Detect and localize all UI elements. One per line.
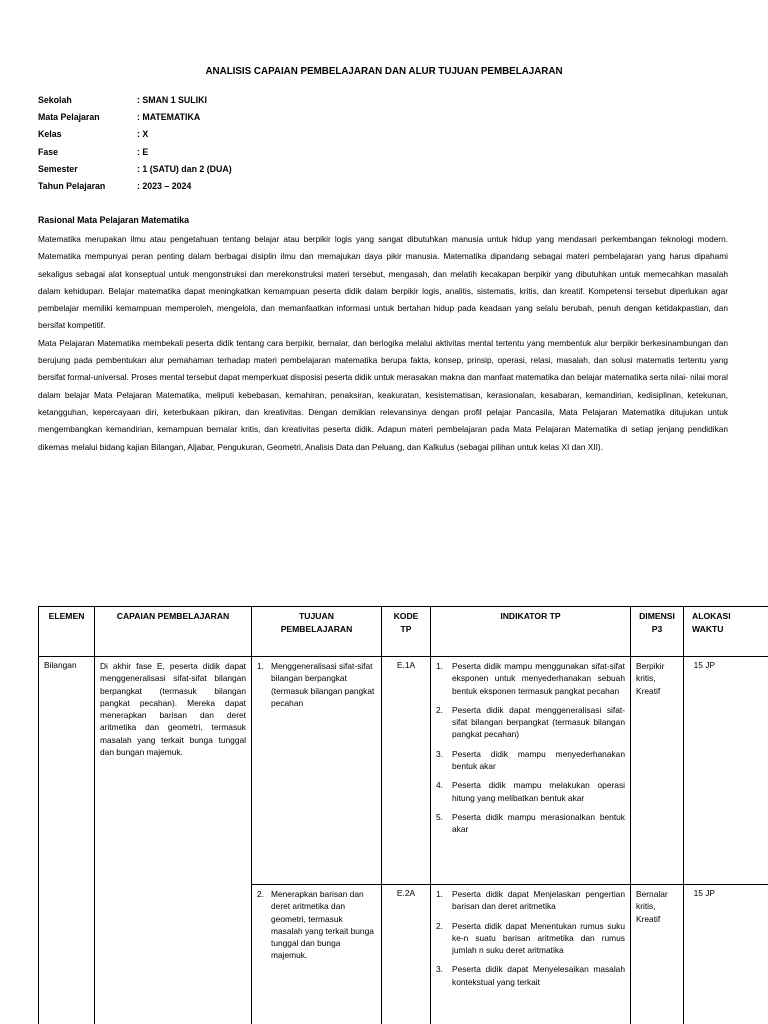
dimensi-cell: Berpikir kritis, Kreatif — [631, 657, 684, 885]
indikator-cell — [431, 885, 631, 1024]
meta-row-kelas — [38, 128, 232, 145]
indikator-item — [436, 748, 625, 773]
indikator-text: Peserta didik mampu merasionalkan bentuk akar — [452, 811, 625, 835]
tp-item — [257, 660, 376, 709]
rasional-heading: Rasional Mata Pelajaran Matematika — [38, 215, 190, 225]
waktu-cell — [684, 885, 768, 1024]
meta-value: : MATEMATIKA — [137, 112, 201, 123]
document-title: ANALISIS CAPAIAN PEMBELAJARAN DAN ALUR TUJUAN PEMBELAJARAN — [205, 66, 563, 77]
indikator-cell — [431, 657, 631, 885]
indikator-item — [436, 779, 625, 804]
meta-value: : SMAN 1 SULIKI — [137, 95, 207, 105]
meta-row-fase — [38, 146, 232, 163]
tp-cell — [252, 657, 382, 885]
indikator-item — [436, 920, 625, 957]
tp-number: 2. — [257, 889, 264, 899]
meta-label: Kelas — [38, 129, 62, 140]
indikator-number: 1. — [436, 889, 443, 899]
rasional-paragraph: Mata Pelajaran Matematika membekali peserta didik tentang cara berpikir, bernalar, dan berlogika melalui aktivitas mental tertentu yang membentuk alur berpikir berkesinambungan dan berujung pada pembentukan alur pemahaman terhadap materi pembelajaran matematika berupa fakta, konsep, prinsip, operasi, relasi, masalah, dan solusi matematis tertentu yang bersifat formal-universal. Proses mental tersebut dapat memperkuat disposisi peserta didik untuk merasakan makna dan manfaat matematika dan belajar matematika serta nilai- nilai moral dalam belajar Mata Pelajaran Matematika, meliputi kebebasan, kemahiran, penaksiran, keakuratan, kesistematisan, kerasionalan, kesabaran, kemandirian, kedisiplinan, ketekunan, ketangguhan, kepercayaan diri, keterbukaan pikiran, dan kreativitas. Dengan demikian relevansinya dengan profil pelajar Pancasila, Mata Pelajaran Matematika ditujukan untuk mengembangkan kemandirian, kemampuan bernalar kritis, dan kreativitas peserta didik. Adapun materi pembelajaran pada Mata Pelajaran Matematika di setiap jenjang pendidikan dikemas melalui bidang kajian Bilangan, Aljabar, Pengukuran, Geometri, Analisis Data dan Peluang, dan Kalkulus (sebagai pilihan untuk kelas XI dan XII). — [38, 337, 728, 452]
meta-value: : 2023 – 2024 — [137, 180, 192, 191]
indikator-item — [436, 660, 625, 697]
meta-row-mata-pelajaran — [38, 111, 232, 128]
meta-label: Fase — [38, 146, 59, 157]
meta-label: Semester — [38, 163, 78, 174]
tp-text: Menerapkan barisan dan deret aritmetika dan geometri, termasuk masalah yang terkait bunga tunggal dan bunga majemuk. — [271, 889, 374, 961]
indikator-text: Peserta didik mampu menggunakan sifat-sifat eksponen untuk menyederhanakan sebuah bentuk eksponen termasuk pangkat pecahan — [452, 661, 625, 696]
meta-label: Mata Pelajaran — [38, 112, 100, 123]
indikator-number: 4. — [436, 780, 443, 791]
header-indikator: INDIKATOR TP — [431, 607, 631, 657]
indikator-number: 2. — [436, 920, 443, 931]
table-header-row — [39, 607, 768, 657]
indikator-number: 3. — [436, 964, 443, 975]
indikator-number: 2. — [436, 704, 443, 715]
waktu-cell — [684, 657, 768, 885]
waktu-value: 15 JP — [693, 660, 715, 670]
indikator-number: 5. — [436, 811, 443, 822]
rasional-body — [38, 231, 728, 456]
indikator-item — [436, 963, 625, 988]
meta-row-tahun-pelajaran — [38, 180, 232, 197]
tp-item — [257, 888, 376, 962]
meta-value: : 1 (SATU) dan 2 (DUA) — [137, 163, 232, 174]
indikator-number: 3. — [436, 748, 443, 759]
header-kode: KODE TP — [382, 607, 431, 657]
indikator-item — [436, 704, 625, 741]
indikator-text: Peserta didik dapat menggeneralisasi sifat-sifat bilangan berpangkat (termasuk bilangan pangkat pecahan) — [452, 704, 625, 740]
kode-cell: E.2A — [382, 885, 431, 1024]
indikator-text: Peserta didik mampu menyederhanakan bentuk akar — [452, 748, 625, 772]
meta-row-sekolah — [38, 94, 232, 111]
indikator-text: Peserta didik dapat Menyelesaikan masalah kontekstual yang terkait — [452, 964, 625, 987]
dimensi-cell: Bernalar kritis, Kreatif — [631, 885, 684, 1024]
indikator-text: Peserta didik dapat Menentukan rumus suku ke-n suatu barisan aritmetika dan rumus jumlah n suku deret aritmatika — [452, 920, 625, 956]
header-alokasi: ALOKASI WAKTU — [684, 607, 768, 657]
cp-atp-table — [38, 606, 768, 1024]
tp-number: 1. — [257, 661, 264, 671]
identity-block — [38, 94, 232, 197]
table-row — [39, 657, 768, 885]
indikator-text: Peserta didik mampu melakukan operasi hitung yang melibatkan bentuk akar — [452, 780, 625, 803]
header-dimensi: DIMENSI P3 — [631, 607, 684, 657]
meta-row-semester — [38, 163, 232, 180]
header-elemen: ELEMEN — [39, 607, 95, 657]
indikator-number: 1. — [436, 661, 443, 671]
meta-value: : E — [137, 146, 149, 157]
tp-text: Menggeneralisasi sifat-sifat bilangan berpangkat (termasuk bilangan pangkat pecahan — [271, 661, 375, 708]
meta-label: Sekolah — [38, 95, 72, 105]
capaian-cell: Di akhir fase E, peserta didik dapat menggeneralisasi sifat-sifat bilangan berpangkat (termasuk bilangan pangkat pecahan). Mereka dapat menerapkan barisan dan deret aritmetika dan geometri, termasuk masalah yang terkait bunga tunggal dan bungan majemuk. — [95, 657, 252, 1024]
indikator-item — [436, 811, 625, 836]
tp-cell — [252, 885, 382, 1024]
rasional-paragraph: Matematika merupakan ilmu atau pengetahuan tentang belajar atau berpikir logis yang sangat dibutuhkan manusia untuk hidup yang mendasari perkembangan teknologi modern. Matematika mempunyai peran penting dalam berbagai disiplin ilmu dan memajukan daya pikir manusia. Matematika dipandang sebagai materi pembelajaran yang harus dipahami sekaligus sebagai alat konseptual untuk mengonstruksi dan merekonstruksi materi tersebut, mengasah, dan melatih kecakapan berpikir yang dibutuhkan untuk memecahkan masalah dalam kehidupan. Belajar matematika dapat meningkatkan kemampuan peserta didik dalam berpikir logis, analitis, sistematis, kritis, dan kreatif. Kompetensi tersebut diperlukan agar pembelajar memiliki kemampuan memperoleh, mengelola, dan memanfaatkan informasi untuk bertahan hidup pada keadaan yang selalu berubah, penuh dengan ketidakpastian, dan bersifat kompetitif. — [38, 234, 728, 331]
meta-label: Tahun Pelajaran — [38, 180, 106, 191]
indikator-text: Peserta didik dapat Menjelaskan pengertian barisan dan deret aritmetika — [452, 889, 625, 912]
elemen-cell: Bilangan — [39, 657, 95, 1024]
kode-cell: E.1A — [382, 657, 431, 885]
header-capaian: CAPAIAN PEMBELAJARAN — [95, 607, 252, 657]
waktu-value: 15 JP — [693, 888, 715, 898]
indikator-item — [436, 888, 625, 913]
meta-value: : X — [137, 129, 149, 140]
header-tujuan: TUJUAN PEMBELAJARAN — [252, 607, 382, 657]
